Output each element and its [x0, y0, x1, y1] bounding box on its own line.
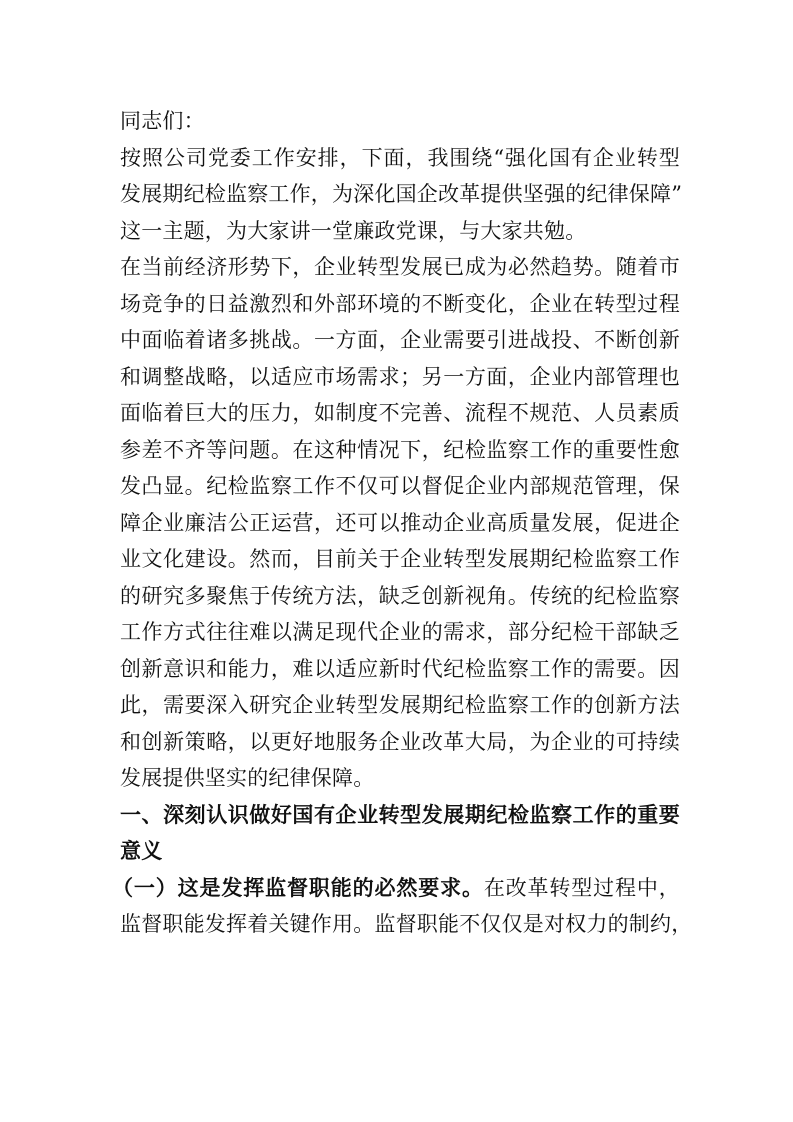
intro-line: 发展期纪检监察工作，为深化国企改革提供坚强的纪律保障” — [120, 182, 683, 206]
subsection-first-line — [112, 870, 680, 907]
background-line: 此，需要深入研究企业转型发展期纪检监察工作的创新方法 — [120, 693, 680, 717]
background-line: 参差不齐等问题。在这种情况下，纪检监察工作的重要性愈 — [120, 437, 680, 462]
section-heading: 意义 — [120, 838, 163, 863]
background-line: 和调整战略，以适应市场需求；另一方面，企业内部管理也 — [120, 364, 680, 389]
background-line: 中面临着诸多挑战。一方面，企业需要引进战投、不断创新 — [120, 328, 680, 352]
background-line: 场竞争的日益激烈和外部环境的不断变化，企业在转型过程 — [120, 291, 680, 316]
background-line: 的研究多聚焦于传统方法，缺乏创新视角。传统的纪检监察 — [120, 583, 680, 608]
background-line: 面临着巨大的压力，如制度不完善、流程不规范、人员素质 — [120, 401, 680, 425]
subsection-line: 监督职能发挥着关键作用。监督职能不仅仅是对权力的制约， — [120, 912, 693, 936]
background-line: 发凸显。纪检监察工作不仅可以督促企业内部规范管理，保 — [120, 474, 680, 498]
background-line: 障企业廉洁公正运营，还可以推动企业高质量发展，促进企 — [120, 510, 680, 535]
background-line: 发展提供坚实的纪律保障。 — [120, 766, 375, 790]
background-line: 工作方式往往难以满足现代企业的需求，部分纪检干部缺乏 — [120, 620, 680, 644]
subsection-title: （一）这是发挥监督职能的必然要求。 — [112, 874, 484, 900]
background-line: 和创新策略，以更好地服务企业改革大局，为企业的可持续 — [120, 729, 680, 754]
intro-line: 按照公司党委工作安排，下面，我围绕“强化国有企业转型 — [120, 145, 680, 170]
background-line: 创新意识和能力，难以适应新时代纪检监察工作的需要。因 — [120, 656, 680, 681]
document-page — [112, 103, 693, 943]
salutation: 同志们： — [120, 109, 205, 133]
section-heading: 一、深刻认识做好国有企业转型发展期纪检监察工作的重要 — [120, 801, 680, 827]
intro-line: 这一主题，为大家讲一堂廉政党课，与大家共勉。 — [120, 218, 587, 243]
subsection-lead-text: 在改革转型过程中， — [483, 875, 680, 900]
background-line: 业文化建设。然而，目前关于企业转型发展期纪检监察工作 — [120, 547, 680, 571]
background-line: 在当前经济形势下，企业转型发展已成为必然趋势。随着市 — [120, 255, 680, 279]
